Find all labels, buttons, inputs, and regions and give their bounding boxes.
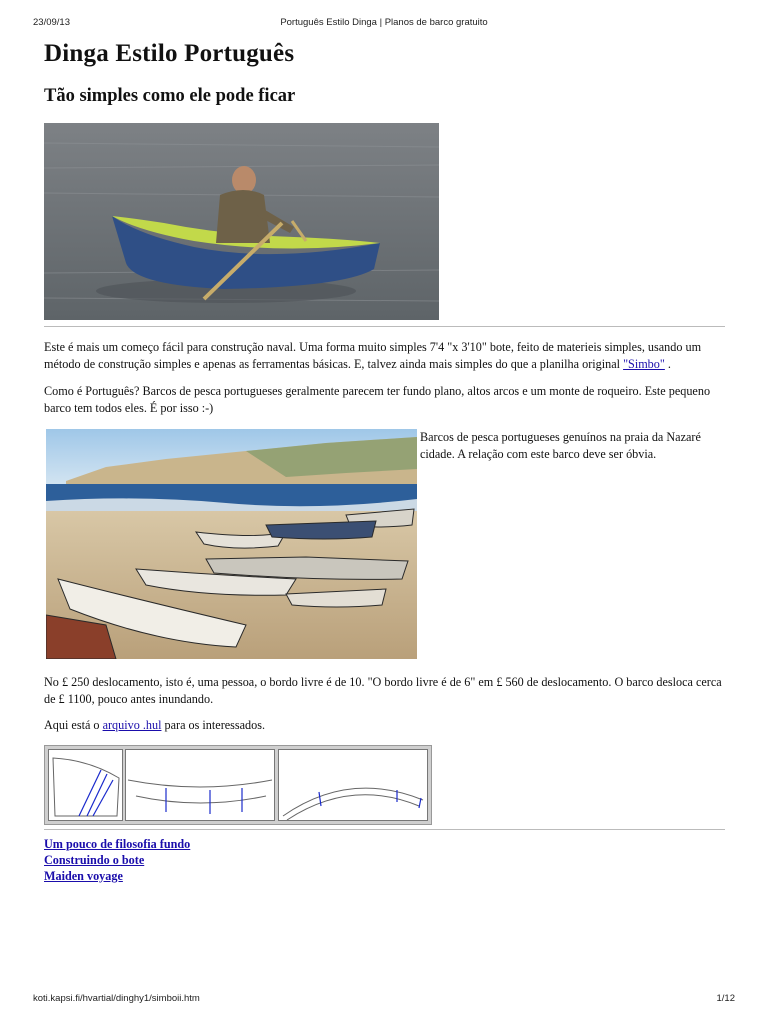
dinghy-rowing-photo	[44, 123, 439, 320]
page-title: Dinga Estilo Português	[44, 40, 295, 67]
beach-photo-caption: Barcos de pesca portugueses genuínos na praia da Nazaré cidade. A relação com este barco deve ser óbvia.	[420, 430, 701, 461]
divider	[44, 326, 725, 327]
why-portuguese-paragraph: Como é Português? Barcos de pesca portugueses geralmente parecem ter fundo plano, altos arcos e um monte de roqueiro. Este pequeno barco tem todos eles. É por isso :-)	[44, 384, 711, 415]
displacement-paragraph: No £ 250 deslocamento, isto é, uma pessoa, o bordo livre é de 10. "O bordo livre é de 6" em £ 560 de deslocamento. O barco desloca cerca de £ 1100, pouco antes inundando.	[44, 675, 722, 706]
plan-view-top	[278, 749, 428, 821]
intro-end: .	[664, 356, 671, 371]
file-text-end: para os interessados.	[161, 718, 266, 732]
print-page-number: 1/12	[716, 993, 735, 1004]
intro-text: Este é mais um começo fácil para construção naval. Uma forma muito simples 7'4 "x 3'10" bote, feito de materieis simples, usando um método de construção simples e apenas as ferramentas básicas. E, talvez ainda mais simples do que a planilha original	[44, 340, 702, 371]
plan-view-body	[48, 749, 123, 821]
plan-view-profile	[125, 749, 275, 821]
file-text-start: Aqui está o	[44, 718, 103, 732]
intro-paragraph	[44, 339, 714, 372]
simbo-link[interactable]: "Simbo"	[623, 356, 665, 371]
print-header	[0, 17, 768, 31]
page-subtitle: Tão simples como ele pode ficar	[44, 86, 296, 106]
print-url: koti.kapsi.fi/hvartial/dinghy1/simboii.htm	[33, 993, 200, 1004]
nav-link-maiden-voyage[interactable]: Maiden voyage	[44, 869, 123, 883]
hul-file-link[interactable]: arquivo .hul	[102, 718, 162, 732]
print-page-title: Português Estilo Dinga | Planos de barco gratuito	[280, 17, 488, 28]
file-paragraph	[44, 717, 724, 734]
print-date: 23/09/13	[33, 17, 70, 28]
hull-plans-strip	[44, 745, 432, 825]
print-footer	[0, 993, 768, 1007]
nav-link-building[interactable]: Construindo o bote	[44, 853, 145, 867]
related-pages-nav	[44, 836, 190, 884]
nav-link-philosophy[interactable]: Um pouco de filosofia fundo	[44, 837, 191, 851]
divider	[44, 829, 725, 830]
nazare-boats-photo	[46, 429, 417, 659]
